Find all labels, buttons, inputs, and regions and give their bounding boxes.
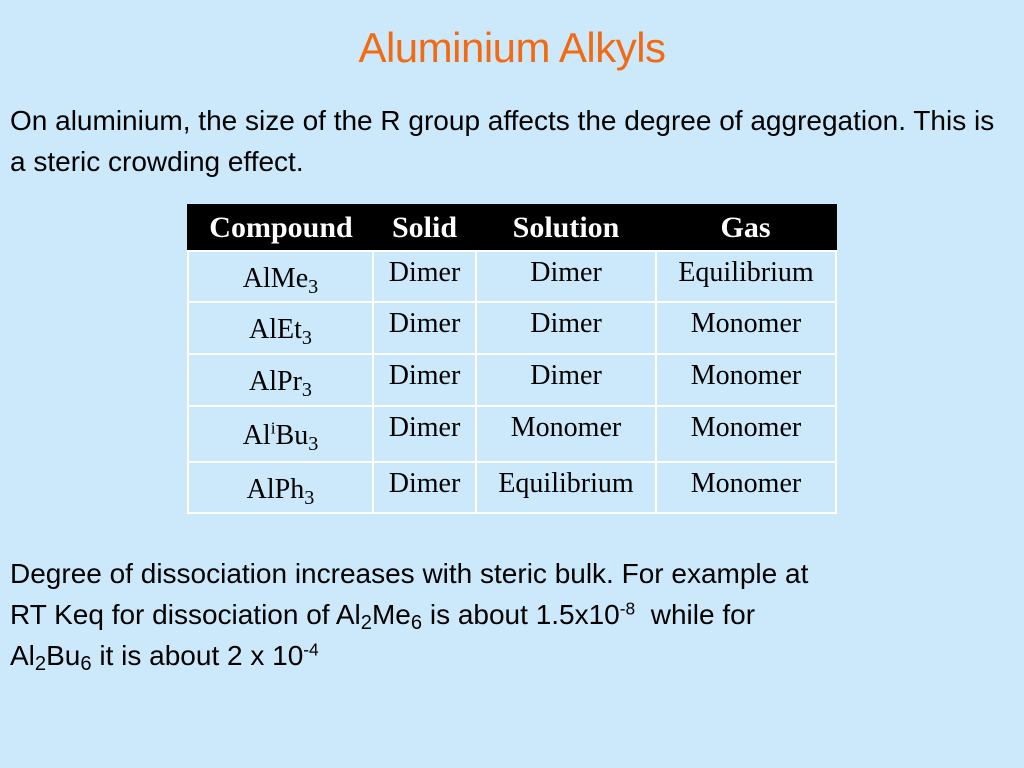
- conclusion-text: Bu: [46, 640, 81, 671]
- conclusion-text: Al: [10, 640, 35, 671]
- compound-cell: [188, 251, 373, 302]
- conclusion-text: Me: [371, 599, 411, 630]
- conclusion-line-1: Degree of dissociation increases with steric bulk. For example at: [10, 558, 809, 589]
- compound-subscript: 3: [308, 275, 319, 298]
- compound-formula: AlEt: [249, 314, 302, 345]
- solid-cell: Dimer: [373, 251, 476, 302]
- compound-formula: AlPr: [249, 366, 302, 397]
- gas-cell: Monomer: [656, 462, 836, 513]
- slide-title: Aluminium Alkyls: [358, 24, 666, 71]
- compound-formula: AlPh: [246, 473, 305, 505]
- compound-cell: [188, 354, 373, 406]
- table-row: [188, 462, 836, 513]
- solid-cell: Dimer: [373, 462, 476, 513]
- compound-formula-rest: Bu: [275, 420, 309, 451]
- table-row: [188, 354, 836, 406]
- header-solid: Solid: [373, 205, 476, 251]
- compound-subscript: 3: [301, 327, 312, 350]
- gas-cell: Monomer: [656, 302, 836, 354]
- superscript: -8: [619, 598, 636, 619]
- conclusion-text: is about 1.5x10: [422, 599, 620, 630]
- table-row: [188, 406, 836, 462]
- compound-cell: [188, 462, 373, 513]
- conclusion-text: it is about 2 x 10: [91, 640, 304, 671]
- subscript: 2: [34, 653, 47, 676]
- compound-cell: [188, 302, 373, 354]
- compound-cell: [188, 406, 373, 462]
- conclusion-paragraph: [10, 553, 1010, 676]
- solid-cell: Dimer: [373, 302, 476, 354]
- solution-cell: Dimer: [476, 354, 656, 406]
- table-row: [188, 302, 836, 354]
- conclusion-text: RT Keq for dissociation of Al: [10, 599, 361, 630]
- compound-subscript: 3: [304, 486, 315, 509]
- header-solution: Solution: [476, 205, 656, 251]
- gas-cell: Monomer: [656, 406, 836, 462]
- intro-paragraph: On aluminium, the size of the R group affects the degree of aggregation. This is a steric crowding effect.: [10, 105, 995, 177]
- subscript: 6: [80, 653, 92, 676]
- superscript: -4: [303, 639, 319, 660]
- gas-cell: Monomer: [656, 354, 836, 406]
- conclusion-line-2: [10, 594, 1010, 635]
- solution-cell: Dimer: [476, 251, 656, 302]
- header-compound: Compound: [188, 205, 373, 251]
- subscript: 2: [360, 612, 372, 635]
- header-gas: Gas: [656, 205, 836, 251]
- conclusion-line-3: [10, 635, 1010, 676]
- subscript: 6: [410, 612, 423, 635]
- solid-cell: Dimer: [373, 406, 476, 462]
- solution-cell: Dimer: [476, 302, 656, 354]
- compound-superscript: i: [270, 418, 276, 438]
- compound-subscript: 3: [301, 379, 312, 402]
- compound-formula: AlMe: [242, 262, 309, 294]
- solid-cell: Dimer: [373, 354, 476, 406]
- aggregation-table: [187, 204, 837, 514]
- gas-cell: Equilibrium: [656, 251, 836, 302]
- solution-cell: Monomer: [476, 406, 656, 462]
- conclusion-text: while for: [635, 599, 756, 630]
- table-row: [188, 251, 836, 302]
- table-header-row: [188, 205, 836, 251]
- solution-cell: Equilibrium: [476, 462, 656, 513]
- compound-subscript: 3: [308, 433, 319, 456]
- compound-formula: Al: [242, 420, 271, 451]
